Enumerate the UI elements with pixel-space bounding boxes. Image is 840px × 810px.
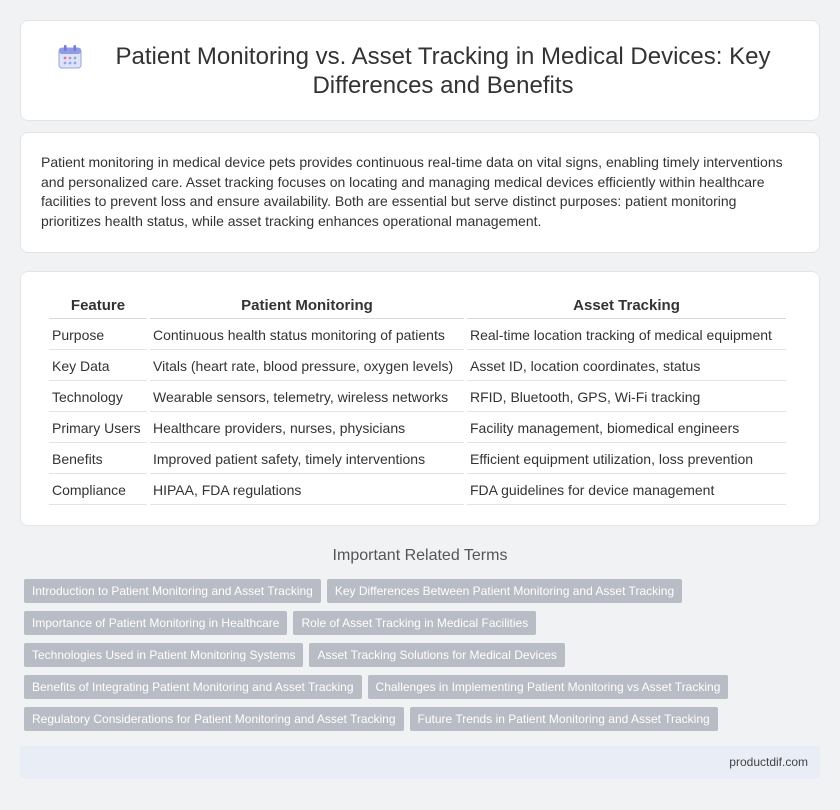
header-asset-tracking: Asset Tracking [467,292,786,319]
related-term-tag[interactable]: Role of Asset Tracking in Medical Facilities [293,611,536,635]
comparison-table [46,292,789,505]
table-cell: HIPAA, FDA regulations [150,474,464,505]
header-patient-monitoring: Patient Monitoring [150,292,464,319]
table-cell: RFID, Bluetooth, GPS, Wi-Fi tracking [467,381,786,412]
related-term-tag[interactable]: Regulatory Considerations for Patient Monitoring and Asset Tracking [24,707,404,731]
related-term-tag[interactable]: Challenges in Implementing Patient Monitoring vs Asset Tracking [368,675,729,699]
table-cell: Primary Users [49,412,147,443]
tag-row [24,707,824,731]
table-cell: FDA guidelines for device management [467,474,786,505]
table-row [49,474,786,505]
tag-row [24,611,824,635]
intro-card [20,132,820,253]
related-term-tag[interactable]: Benefits of Integrating Patient Monitoring and Asset Tracking [24,675,362,699]
table-cell: Efficient equipment utilization, loss prevention [467,443,786,474]
table-cell: Benefits [49,443,147,474]
table-row [49,443,786,474]
tag-row [24,643,824,667]
tag-row [24,675,824,699]
footer [20,746,820,779]
table-cell: Purpose [49,319,147,350]
table-cell: Asset ID, location coordinates, status [467,350,786,381]
header-card [20,20,820,121]
table-cell: Real-time location tracking of medical equipment [467,319,786,350]
related-term-tag[interactable]: Technologies Used in Patient Monitoring Systems [24,643,303,667]
page-title: Patient Monitoring vs. Asset Tracking in Medical Devices: Key Differences and Benefits [115,42,771,99]
table-cell: Wearable sensors, telemetry, wireless networks [150,381,464,412]
table-row [49,350,786,381]
table-row [49,381,786,412]
calendar-icon [57,44,83,70]
table-cell: Compliance [49,474,147,505]
tag-row [24,579,824,603]
related-term-tag[interactable]: Introduction to Patient Monitoring and Asset Tracking [24,579,321,603]
related-term-tag[interactable]: Importance of Patient Monitoring in Healthcare [24,611,287,635]
related-term-tag[interactable]: Future Trends in Patient Monitoring and Asset Tracking [410,707,718,731]
table-cell: Key Data [49,350,147,381]
related-term-tag[interactable]: Key Differences Between Patient Monitoring and Asset Tracking [327,579,682,603]
table-cell: Technology [49,381,147,412]
table-cell: Facility management, biomedical engineers [467,412,786,443]
table-cell: Continuous health status monitoring of patients [150,319,464,350]
table-cell: Improved patient safety, timely interventions [150,443,464,474]
table-row [49,412,786,443]
header-feature: Feature [49,292,147,319]
related-term-tag[interactable]: Asset Tracking Solutions for Medical Devices [309,643,564,667]
related-terms-list [24,579,824,739]
related-terms-title: Important Related Terms [332,547,508,564]
table-row [49,319,786,350]
comparison-table-card [20,271,820,526]
table-cell: Healthcare providers, nurses, physicians [150,412,464,443]
intro-text: Patient monitoring in medical device pets provides continuous real-time data on vital signs, enabling timely interventions and personalized care. Asset tracking focuses on locating and managing medical devices efficiently within healthcare facilities to prevent loss and ensure availability. Both are essential but serve distinct purposes: patient monitoring prioritizes health status, while asset tracking enhances operational management. [41,154,783,229]
table-cell: Vitals (heart rate, blood pressure, oxygen levels) [150,350,464,381]
table-header-row [49,292,786,319]
footer-site-link[interactable]: productdif.com [729,755,808,769]
